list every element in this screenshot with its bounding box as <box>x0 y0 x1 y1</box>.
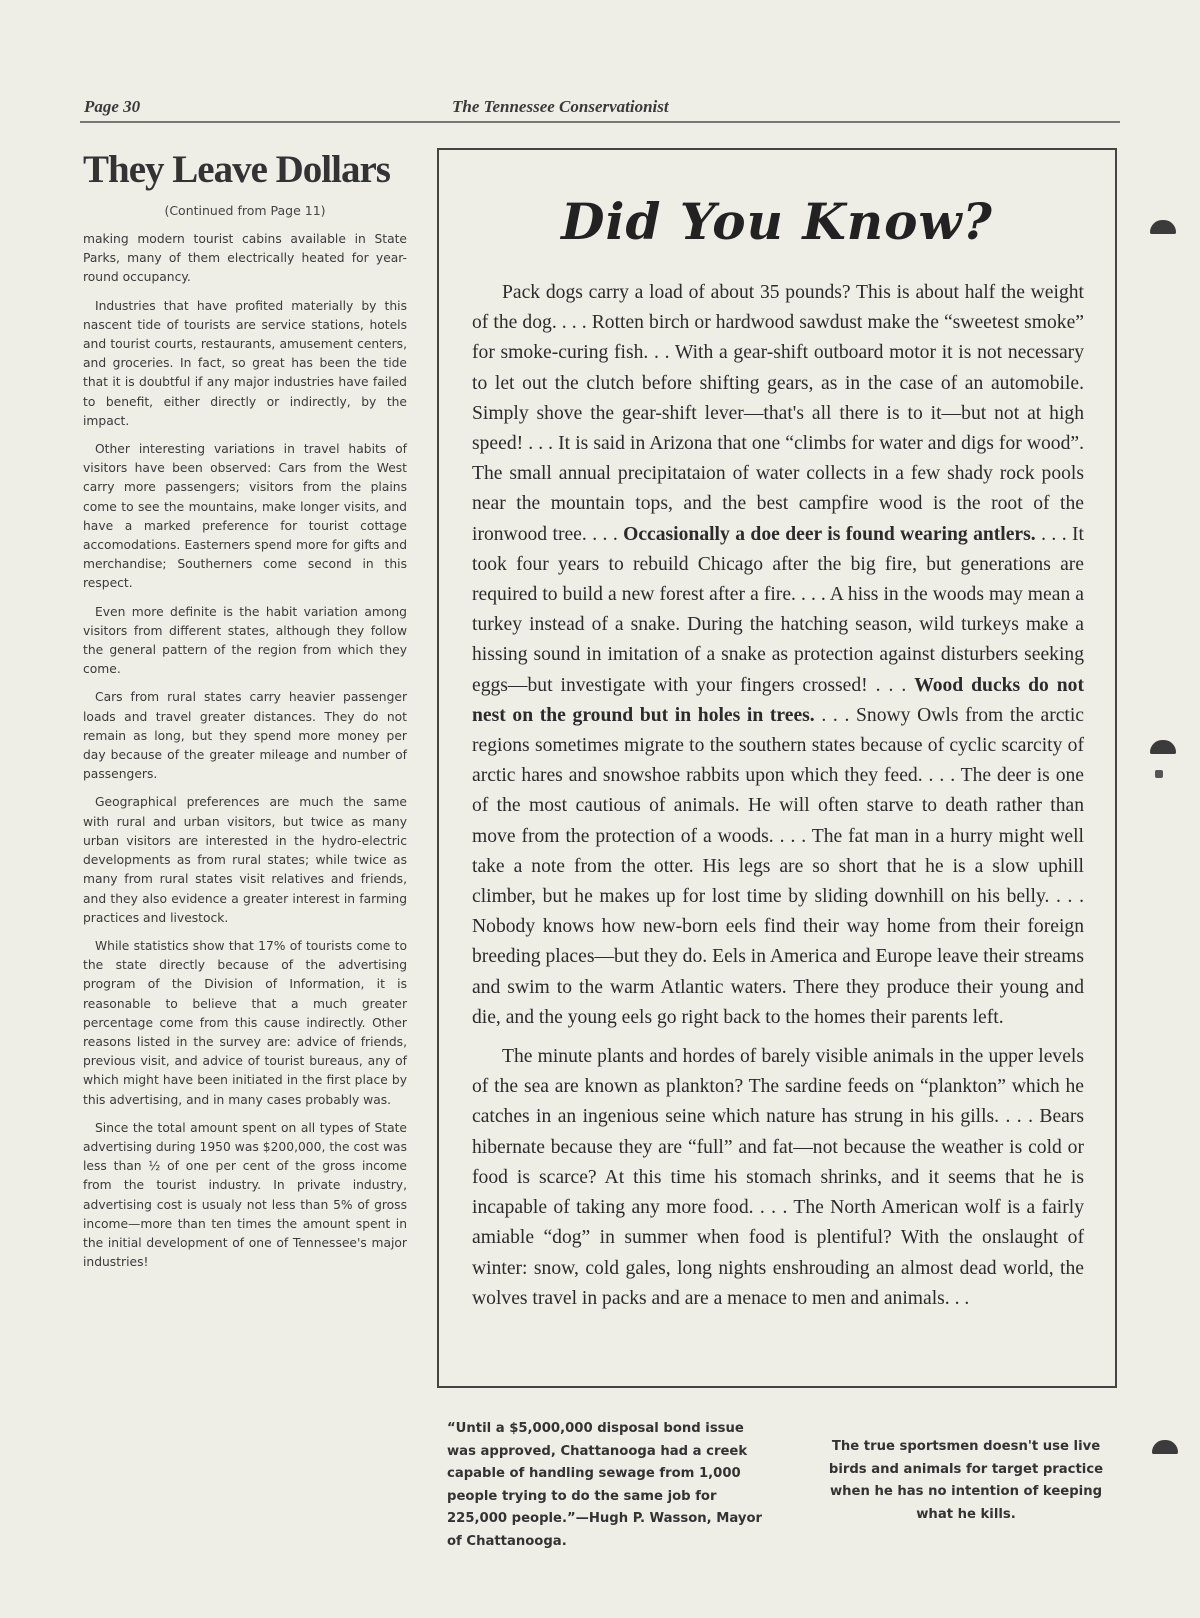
publication-title: The Tennessee Conservationist <box>452 97 669 116</box>
article-paragraph: making modern tourist cabins available in State Parks, many of them electrically heated for year-round occupancy. <box>83 232 407 285</box>
feature-paragraph: The minute plants and hordes of barely visible animals in the upper levels of the sea are known as plankton? The sardine feeds on “plankton” which he catches in an ingenious seine which nature has strung in his gills. . . . Bears hibernate because they are “full” and fat—not because the weather is cold or food is scarce? At this time his stomach shrinks, and it seems that he is incapable of taking any more food. . . . The North American wolf is a fairly amiable “dog” in summer when food is plentiful? With the onslaught of winter: snow, cold gales, long nights enshrouding an almost dead world, the wolves travel in packs and are a menace to men and animals. . . <box>472 1046 1084 1309</box>
article-paragraph: Geographical preferences are much the same with rural and urban visitors, but twice as many urban visitors are interested in the hydro-electric developments as from rural states; while twice as many from rural states visit relatives and friends, and they also evidence a greater interest in farming practices and livestock. <box>83 795 407 925</box>
continued-note: (Continued from Page 11) <box>164 203 326 218</box>
feature-text <box>472 278 1084 1323</box>
article-paragraph: While statistics show that 17% of tourists come to the state directly because of the advertising program of the Division of Information, it is reasonable to believe that a much greater percentage come from this cause indirectly. Other reasons listed in the survey are: advice of friends, previous visit, and advice of tourist bureaus, any of which might have been initiated in the first place by this advertising, and in many cases probably was. <box>83 938 407 1107</box>
article-paragraph: Even more definite is the habit variation among visitors from different states, although they follow the general pattern of the region from which they come. <box>83 604 407 677</box>
feature-text-run: Pack dogs carry a load of about 35 pounds? This is about half the weight of the dog. . . . Rotten birch or hardwood sawdust make the “sweetest smoke” for smoke-curing fish. . . With a gear-shift outboard motor it is not necessary to let out the clutch before shifting gears, as in the case of an automobile. Simply shove the gear-shift lever—that's all there is to it—but not at high speed! . . . It is said in Arizona that one “climbs for water and digs for wood”. The small annual precipitataion of water collects in a few shady rock pools near the mountain tops, and the best campfire wood is the root of the ironwood tree. . . . <box>472 282 1084 545</box>
feature-paragraph <box>472 278 1084 1033</box>
binder-hole-mark <box>1150 740 1176 754</box>
article-paragraph: Since the total amount spent on all types of State advertising during 1950 was $200,000, the cost was less than ½ of one per cent of the gross income from the tourist industry. In private industry, advertising cost is usualy not less than 5% of gross income—more than ten times the amount spent in the initial development of one of Tennessee's major industries! <box>83 1120 407 1270</box>
article-paragraph: Cars from rural states carry heavier passenger loads and travel greater distances. They do not remain as long, but they spend more money per day because of the greater mileage and number of passengers. <box>83 690 407 782</box>
feature-text-run: . . . It took four years to rebuild Chicago after the big fire, but generations are required to build a new forest after a fire. . . . A hiss in the woods may mean a turkey instead of a snake. During the hatching season, wild turkeys make a hissing sound in imitation of a snake as protection against disturbers seeking eggs—but investigate with your fingers crossed! . . . <box>472 523 1084 696</box>
article-paragraph: Other interesting variations in travel habits of visitors have been observed: Cars from the West carry more passengers; visitors from the plains come to see the mountains, make longer visits, and have a marked preference for tourist cottage accomodations. Easterners spend more for gifts and merchandise; Southerners come second in this respect. <box>83 442 407 591</box>
did-you-know-box <box>437 148 1117 1388</box>
feature-text-run: . . . Snowy Owls from the arctic regions sometimes migrate to the southern states because of cyclic scarcity of arctic hares and snowshoe rabbits upon which they feed. . . . The deer is one of the most cautious of animals. He will often starve to death rather than move from the protection of a woods. . . . The fat man in a hurry might well take a note from the otter. His legs are so short that he is a slow uphill climber, but he makes up for lost time by sliding downhill on his belly. . . . Nobody knows how new-born eels find their way home from their foreign breeding places—but they do. Eels in America and Europe leave their streams and swim to the warm Atlantic waters. There they produce their young and die, and the young eels go right back to the homes their parents left. <box>472 704 1084 1028</box>
binder-hole-mark <box>1152 1440 1178 1454</box>
article-paragraph: Industries that have profited materially by this nascent tide of tourists are service stations, hotels and tourist courts, restaurants, amusement centers, and groceries. In fact, so great has been the tide that it is doubtful if any major industries have failed to benefit, either directly or indirectly, by the impact. <box>83 298 407 428</box>
sportsmen-note: The true sportsmen doesn't use live birds and animals for target practice when he has no intention of keeping what he kills. <box>828 1439 1104 1522</box>
article-title: They Leave Dollars <box>83 148 390 191</box>
feature-bold-fact: Wood ducks do not nest on the ground but in holes in trees. <box>472 674 1085 726</box>
feature-bold-fact: Occasionally a doe deer is found wearing antlers. <box>623 523 1036 545</box>
article-column <box>83 150 407 1281</box>
page-number: Page 30 <box>84 97 141 116</box>
margin-mark <box>1155 770 1163 778</box>
quote-note: “Until a $5,000,000 disposal bond issue was approved, Chattanooga had a creek capable of handling sewage from 1,000 people trying to do the same job for 225,000 people.”—Hugh P. Wasson, Mayor of Chattanooga. <box>447 1421 763 1549</box>
header-rule <box>80 121 1120 123</box>
binder-hole-mark <box>1150 220 1176 234</box>
feature-title: Did You Know? <box>561 192 993 251</box>
